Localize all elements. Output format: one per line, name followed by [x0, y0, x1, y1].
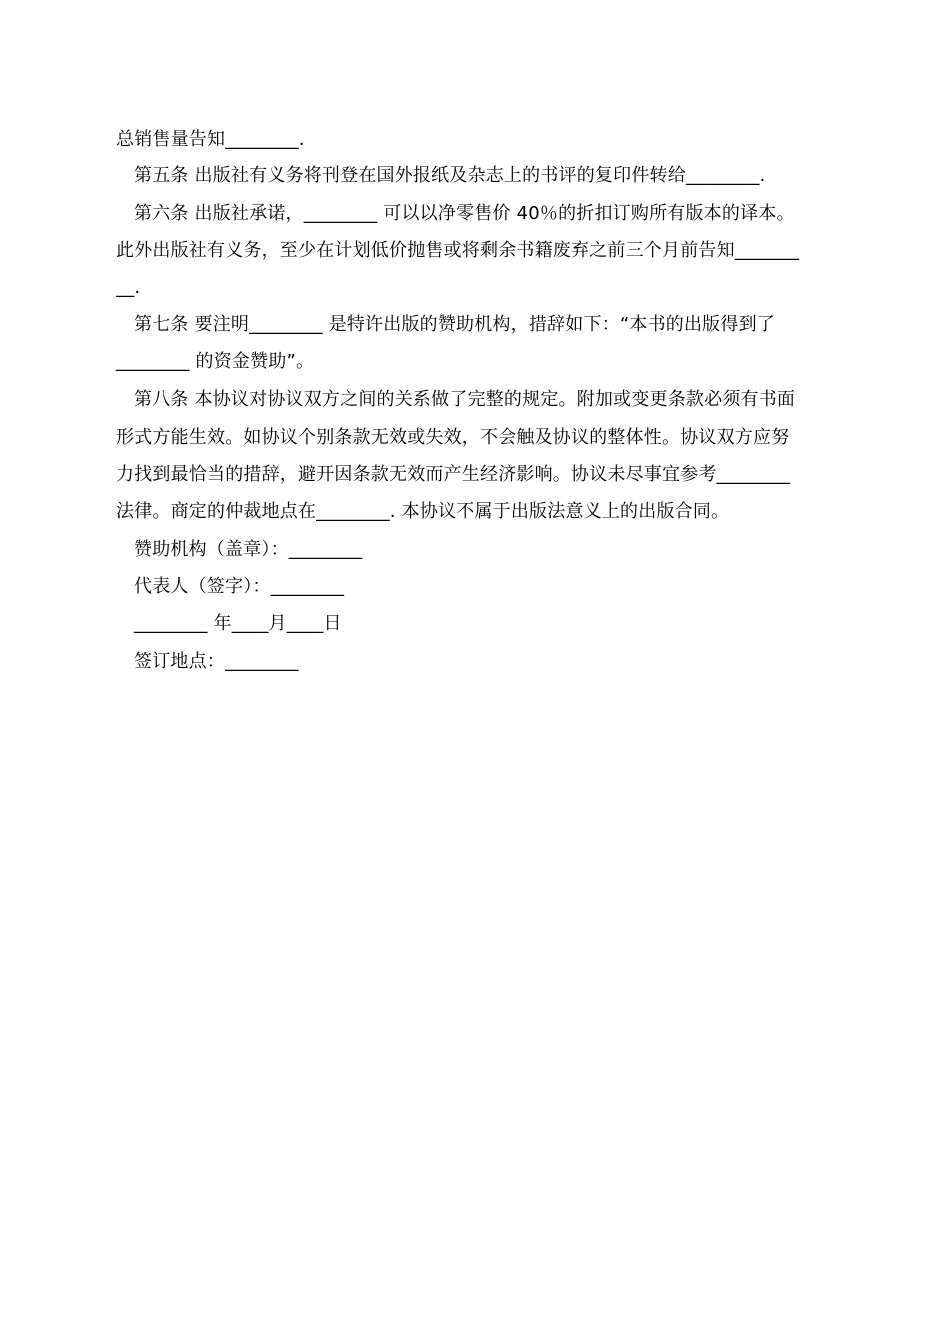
article-8-line-2: 形式方能生效。如协议个别条款无效或失效，不会触及协议的整体性。协议双方应努	[116, 427, 790, 448]
date-field: ________ 年____月____日	[134, 613, 342, 634]
text-line-sales-notice: 总销售量告知________.	[116, 129, 305, 150]
article-7-continuation: ________ 的资金赞助”。	[116, 351, 315, 372]
signing-location-field: 签订地点：________	[134, 651, 299, 672]
article-6-blank-end: __.	[116, 277, 141, 298]
article-5-text: 第五条 出版社有义务将刊登在国外报纸及杂志上的书评的复印件转给________.	[134, 165, 766, 186]
article-6-continuation: 此外出版社有义务，至少在计划低价抛售或将剩余书籍废弃之前三个月前告知_______	[116, 240, 800, 261]
article-8-line-3: 力找到最恰当的措辞，避开因条款无效而产生经济影响。协议未尽事宜参考________	[116, 464, 791, 485]
article-8-text: 第八条 本协议对协议双方之间的关系做了完整的规定。附加或变更条款必须有书面	[134, 389, 796, 410]
article-7-text: 第七条 要注明________ 是特许出版的赞助机构，措辞如下：“本书的出版得到了	[134, 314, 775, 335]
sponsor-seal-field: 赞助机构（盖章）：________	[134, 539, 363, 560]
article-6-text: 第六条 出版社承诺，________ 可以以净零售价 40％的折扣订购所有版本的译本。	[134, 203, 795, 224]
article-8-line-4: 法律。商定的仲裁地点在________. 本协议不属于出版法意义上的出版合同。	[116, 501, 730, 522]
representative-signature-field: 代表人（签字）：________	[134, 576, 345, 597]
